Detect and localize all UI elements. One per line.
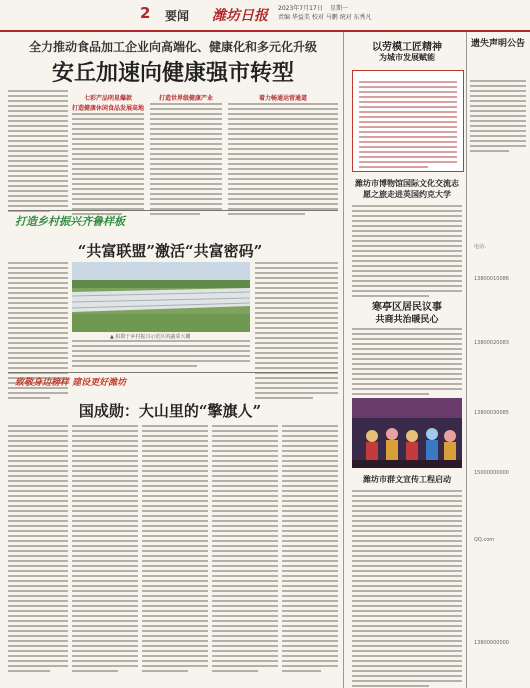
sidebar-box3-subtitle: 共商共治暖民心 bbox=[375, 315, 439, 325]
sidebar-box1-title: 以劳模工匠精神 bbox=[372, 42, 442, 53]
sidebar-box2-title: 潍坊市博物馆国际文化交流志愿之旅走进英国约克大学 bbox=[355, 179, 459, 199]
sidebar-box3-title: 寒亭区居民议事 bbox=[372, 302, 442, 313]
notice-title: 遗失声明公告 bbox=[470, 39, 525, 49]
story3-column-3 bbox=[142, 425, 208, 675]
story3-column-4 bbox=[212, 425, 278, 675]
phone-number: 13800000000 bbox=[474, 640, 509, 646]
phone-number: 13800020083 bbox=[474, 340, 509, 346]
sidebar-promo-box bbox=[352, 70, 464, 172]
newspaper-logo: 潍坊日报 bbox=[212, 8, 268, 24]
issue-date: 2023年7月17日 bbox=[278, 5, 323, 12]
lead-column-3 bbox=[150, 103, 222, 218]
sidebar-box4-text bbox=[352, 490, 462, 688]
sidebar-box4-title: 潍坊市群文宣传工程启动 bbox=[363, 475, 451, 484]
story3-column-1 bbox=[8, 425, 68, 675]
page-header bbox=[0, 0, 530, 32]
event-photo bbox=[352, 398, 462, 468]
story2-column-3 bbox=[255, 262, 338, 402]
divider bbox=[8, 372, 338, 373]
section-banner-rural: 打造乡村振兴齐鲁样板 bbox=[15, 215, 125, 228]
lead-headline: 安丘加速向健康强市转型 bbox=[51, 60, 294, 86]
story3-column-2 bbox=[72, 425, 138, 675]
story2-headline: “共富联盟”激活“共富密码” bbox=[77, 242, 263, 260]
column-divider bbox=[466, 32, 467, 688]
sidebar-box1-subtitle: 为城市发展赋能 bbox=[379, 53, 435, 62]
greenhouse-photo bbox=[72, 262, 250, 332]
section-name: 要闻 bbox=[165, 9, 190, 23]
lead-column-4 bbox=[228, 103, 338, 218]
column-divider bbox=[343, 32, 344, 688]
lead-subhead-3: 打造世界级健康产业 bbox=[158, 95, 213, 102]
lead-subhead-2: 打造健康休闲食品发展高地 bbox=[72, 105, 145, 112]
lead-column-1 bbox=[8, 90, 68, 215]
website: QQ.com bbox=[474, 537, 495, 543]
lead-kicker: 全力推动食品加工企业向高端化、健康化和多元化升级 bbox=[28, 40, 317, 54]
lead-subhead-4: 着力畅通运营通道 bbox=[258, 95, 307, 102]
phone-number: 13800010086 bbox=[474, 276, 509, 282]
photo-caption: ▲ 拍摄于乡村振兴示范区的蔬菜大棚 bbox=[110, 334, 191, 340]
phone-number: 13800030085 bbox=[474, 410, 509, 416]
sidebar-box3-text bbox=[352, 328, 462, 398]
notice-text bbox=[470, 80, 526, 155]
editor-credits: 责编 华益美 校对 马鹏 统对 东秀凡 bbox=[278, 14, 372, 21]
section-banner-role-models: 致敬身边榜样 建设更好潍坊 bbox=[15, 378, 127, 388]
page-number: 2 bbox=[140, 4, 151, 22]
phone-number: 15000000000 bbox=[474, 470, 509, 476]
phone-label: 电话： bbox=[474, 244, 490, 250]
lead-subhead-1: 七彩产品明星爆款 bbox=[83, 95, 132, 102]
issue-weekday: 星期一 bbox=[330, 5, 349, 12]
story2-column-2-lower bbox=[72, 340, 250, 370]
divider bbox=[8, 210, 338, 211]
story3-column-5 bbox=[282, 425, 338, 675]
story3-headline: 国成勋：大山里的“擎旗人” bbox=[78, 402, 262, 420]
lead-column-2 bbox=[72, 113, 144, 218]
sidebar-box2-text bbox=[352, 205, 462, 300]
